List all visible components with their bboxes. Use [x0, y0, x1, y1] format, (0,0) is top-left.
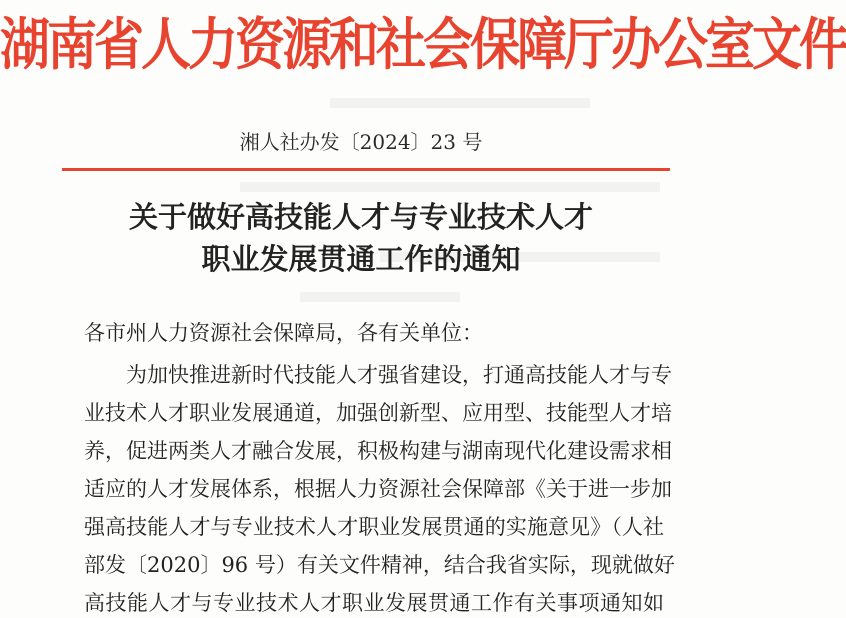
body-line: 为加快推进新时代技能人才强省建设，打通高技能人才与专 [126, 363, 672, 387]
document-number: 湘人社办发〔2024〕23 号 [239, 130, 483, 154]
body-line: 强高技能人才与专业技术人才职业发展贯通的实施意见》（人社 [84, 515, 664, 539]
bleed-through-mark [300, 292, 460, 302]
body-line: 部发〔2020〕96 号）有关文件精神，结合我省实际，现就做好 [84, 553, 675, 577]
body-line: 养，促进两类人才融合发展，积极构建与湖南现代化建设需求相 [84, 439, 672, 463]
salutation: 各市州人力资源社会保障局，各有关单位： [84, 321, 483, 345]
title-line-2: 职业发展贯通工作的通知 [201, 242, 521, 276]
bleed-through-mark [330, 98, 590, 108]
title-line-1: 关于做好高技能人才与专业技术人才 [128, 200, 593, 234]
bleed-through-mark [240, 182, 660, 192]
issuer-header: 湖南省人力资源和社会保障厅办公室文件 [0, 11, 846, 78]
red-separator-line [62, 168, 670, 171]
document-title [0, 196, 722, 280]
body-line: 适应的人才发展体系，根据人力资源社会保障部《关于进一步加 [84, 477, 672, 501]
body-line: 业技术人才职业发展通道，加强创新型、应用型、技能型人才培 [84, 401, 672, 425]
body-line: 高技能人才与专业技术人才职业发展贯通工作有关事项通知如 [84, 591, 664, 615]
